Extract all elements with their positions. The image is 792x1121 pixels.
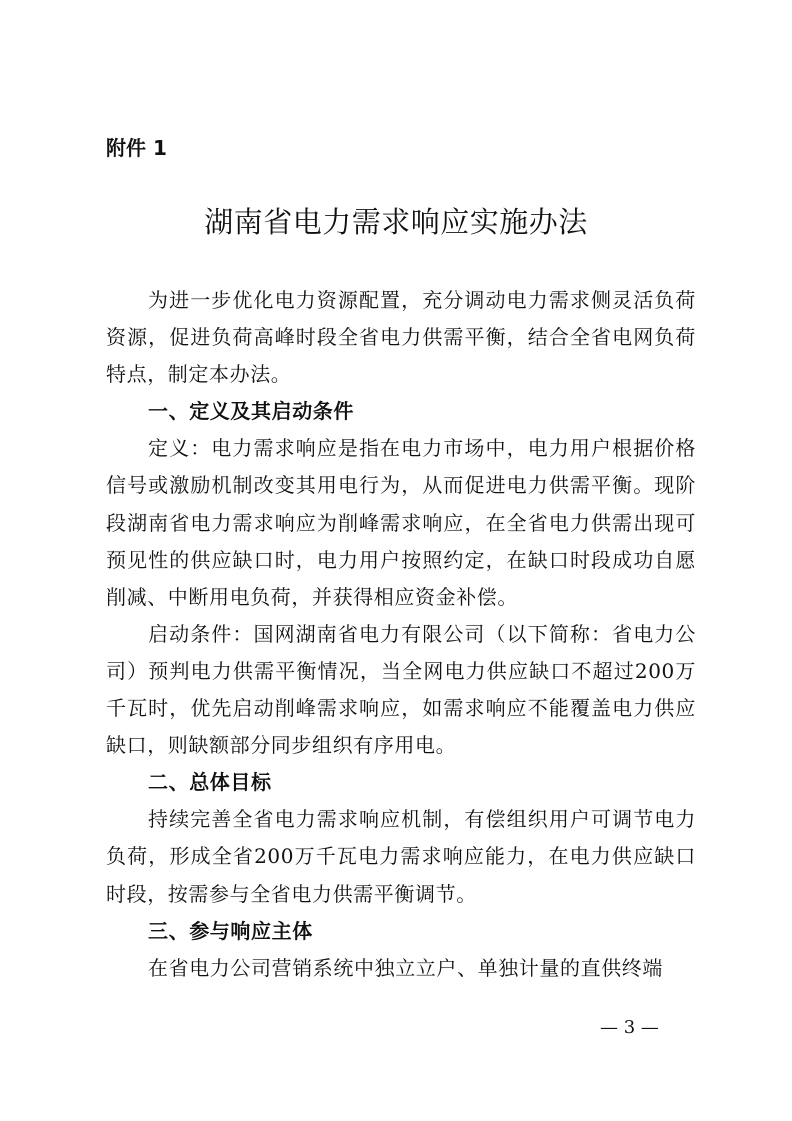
paragraph-definition: 定义：电力需求响应是指在电力市场中，电力用户根据价格信号或激励机制改变其用电行为，从而促进电力供需平衡。现阶段湖南省电力需求响应为削峰需求响应，在全省电力供需出现可预见性的供应缺口时，电力用户按照约定，在缺口时段成功自愿削减、中断用电负荷，并获得相应资金补偿。 [106, 436, 696, 609]
attachment-label: 附件 1 [106, 136, 167, 160]
page-number-text: — 3 — [600, 1017, 659, 1038]
document-title: 湖南省电力需求响应实施办法 [204, 205, 588, 239]
section-heading-3: 三、参与响应主体 [148, 918, 313, 943]
section-heading-1: 一、定义及其启动条件 [148, 399, 354, 424]
document-body [106, 282, 696, 987]
paragraph-overall-goal: 持续完善全省电力需求响应机制，有偿组织用户可调节电力负荷，形成全省200万千瓦电力需求响应能力，在电力供应缺口时段，按需参与全省电力供需平衡调节。 [106, 807, 696, 906]
section-heading-2: 二、总体目标 [148, 770, 272, 795]
paragraph-intro: 为进一步优化电力资源配置，充分调动电力需求侧灵活负荷资源，促进负荷高峰时段全省电力供需平衡，结合全省电网负荷特点，制定本办法。 [106, 288, 696, 387]
paragraph-trigger-conditions: 启动条件：国网湖南省电力有限公司（以下简称：省电力公司）预判电力供需平衡情况，当全网电力供应缺口不超过200万千瓦时，优先启动削峰需求响应，如需求响应不能覆盖电力供应缺口，则缺额部分同步组织有序用电。 [106, 621, 696, 758]
paragraph-participants: 在省电力公司营销系统中独立立户、单独计量的直供终端 [148, 955, 663, 980]
